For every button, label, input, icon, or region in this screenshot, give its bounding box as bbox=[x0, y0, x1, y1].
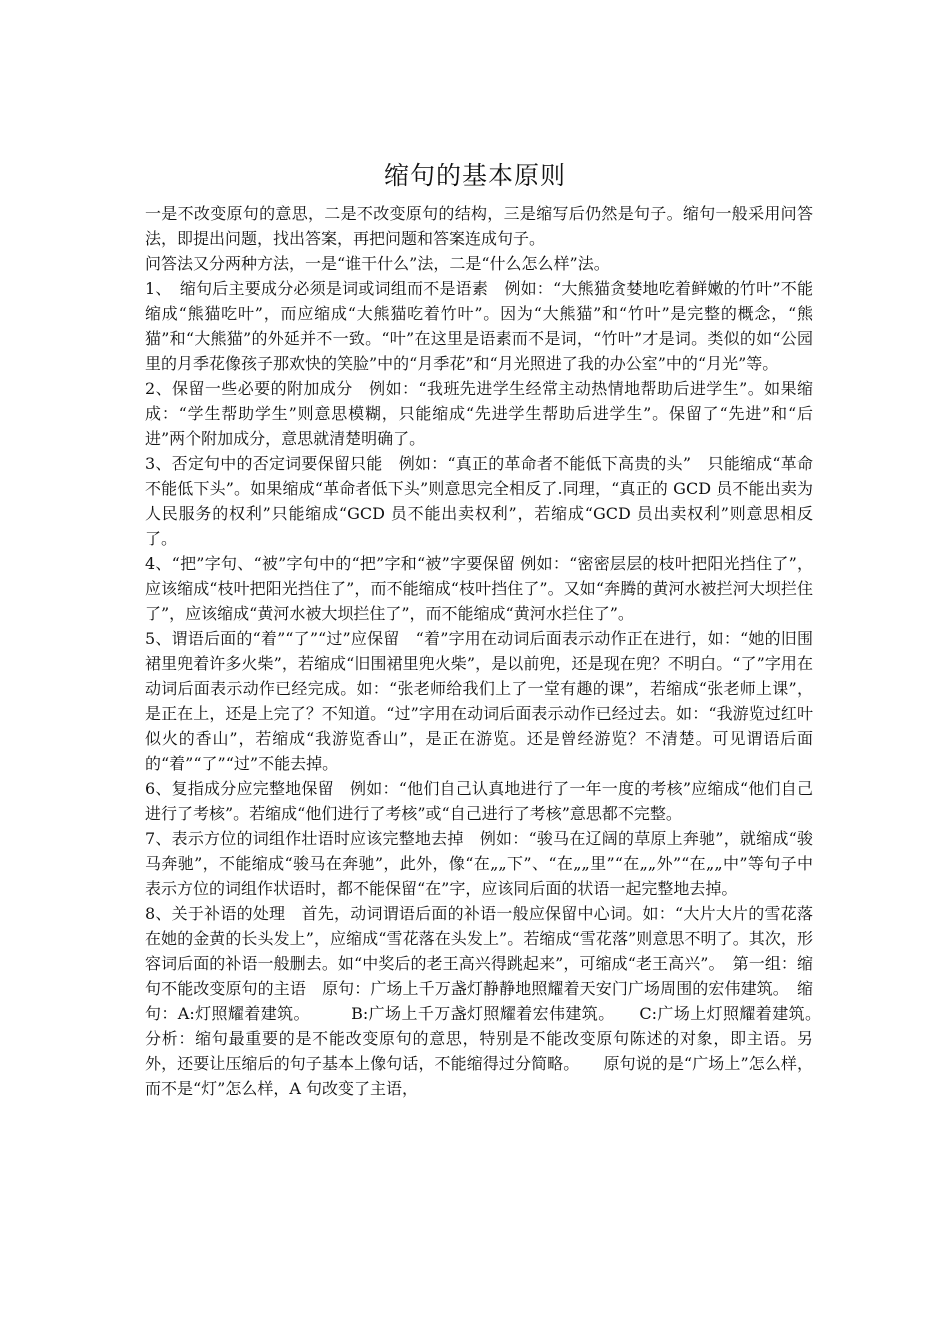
paragraph-rule-8: 8、关于补语的处理 首先，动词谓语后面的补语一般应保留中心词。如：“大片大片的雪花落在她的金黄的长头发上”，应缩成“雪花落在头发上”。若缩成“雪花落”则意思不明了。其次，形容词后面的补语一般删去。如“中奖后的老王高兴得跳起来”，可缩成“老王高兴”。 第一组：缩句不能改变原句的主语 原句：广场上千万盏灯静静地照耀着天安门广场周围的宏伟建筑。 缩句：A:灯照耀着建筑。 B:广场上千万盏灯照耀着宏伟建筑。 C:广场上灯照耀着建筑。 分析：缩句最重要的是不能改变原句的意思，特别是不能改变原句陈述的对象，即主语。另外，还要让压缩后的句子基本上像句话，不能缩得过分简略。 原句说的是“广场上”怎么样，而不是“灯”怎么样，A 句改变了主语， bbox=[145, 904, 862, 1098]
paragraph-rule-5: 5、谓语后面的“着”“了”“过”应保留 “着”字用在动词后面表示动作正在进行，如：“她的旧围裙里兜着许多火柴”，若缩成“旧围裙里兜火柴”，是以前兜，还是现在兜？不明白。“了”字用在动词后面表示动作已经完成。如：“张老师给我们上了一堂有趣的课”，若缩成“张老师上课”，是正在上，还是上完了？不知道。“过”字用在动词后面表示动作已经过去。如：“我游览过红叶似火的香山”，若缩成“我游览香山”，是正在游览。还是曾经游览？不清楚。可见谓语后面的“着”“了”“过”不能去掉。 bbox=[145, 629, 813, 773]
paragraph-intro: 一是不改变原句的意思，二是不改变原句的结构，三是缩写后仍然是句子。缩句一般采用问答法，即提出问题，找出答案，再把问题和答案连成句子。 bbox=[145, 204, 813, 248]
paragraph-rule-3: 3、否定句中的否定词要保留只能 例如：“真正的革命者不能低下高贵的头” 只能缩成“革命不能低下头”。如果缩成“革命者低下头”则意思完全相反了.同理，“真正的 GCD 员不能出卖为人民服务的权利”只能缩成“GCD 员不能出卖权利”，若缩成“GCD 员出卖权利”则意思相反了。 bbox=[145, 454, 813, 548]
paragraph-methods: 问答法又分两种方法，一是“谁干什么”法，二是“什么怎么样”法。 bbox=[145, 254, 610, 273]
paragraph-rule-4: 4、“把”字句、“被”字句中的“把”字和“被”字要保留 例如：“密密层层的枝叶把阳光挡住了”，应该缩成“枝叶把阳光挡住了”，而不能缩成“枝叶挡住了”。又如“奔腾的黄河水被拦河大坝拦住了”，应该缩成“黄河水被大坝拦住了”，而不能缩成“黄河水拦住了”。 bbox=[145, 554, 813, 623]
document-body bbox=[145, 201, 862, 1101]
paragraph-rule-7: 7、表示方位的词组作壮语时应该完整地去掉 例如：“骏马在辽阔的草原上奔驰”，就缩成“骏马奔驰”，不能缩成“骏马在奔驰”，此外，像“在„„下”、“在„„里”“在„„外”“在„„中”等句子中表示方位的词组作状语时，都不能保留“在”字，应该同后面的状语一起完整地去掉。 bbox=[145, 829, 813, 898]
paragraph-rule-2: 2、保留一些必要的附加成分 例如：“我班先进学生经常主动热情地帮助后进学生”。如果缩成：“学生帮助学生”则意思模糊，只能缩成“先进学生帮助后进学生”。保留了“先进”和“后进”两个附加成分，意思就清楚明确了。 bbox=[145, 379, 813, 448]
paragraph-rule-1: 1、 缩句后主要成分必须是词或词组而不是语素 例如：“大熊猫贪婪地吃着鲜嫩的竹叶”不能缩成“熊猫吃叶”，而应缩成“大熊猫吃着竹叶”。因为“大熊猫”和“竹叶”是完整的概念，“熊猫”和“大熊猫”的外延并不一致。“叶”在这里是语素而不是词，“竹叶”才是词。类似的如“公园里的月季花像孩子那欢快的笑脸”中的“月季花”和“月光照进了我的办公室”中的“月光”等。 bbox=[145, 279, 813, 373]
page-title: 缩句的基本原则 bbox=[383, 161, 566, 190]
paragraph-rule-6: 6、复指成分应完整地保留 例如：“他们自己认真地进行了一年一度的考核”应缩成“他们自己进行了考核”。若缩成“他们进行了考核”或“自己进行了考核”意思都不完整。 bbox=[145, 779, 813, 823]
